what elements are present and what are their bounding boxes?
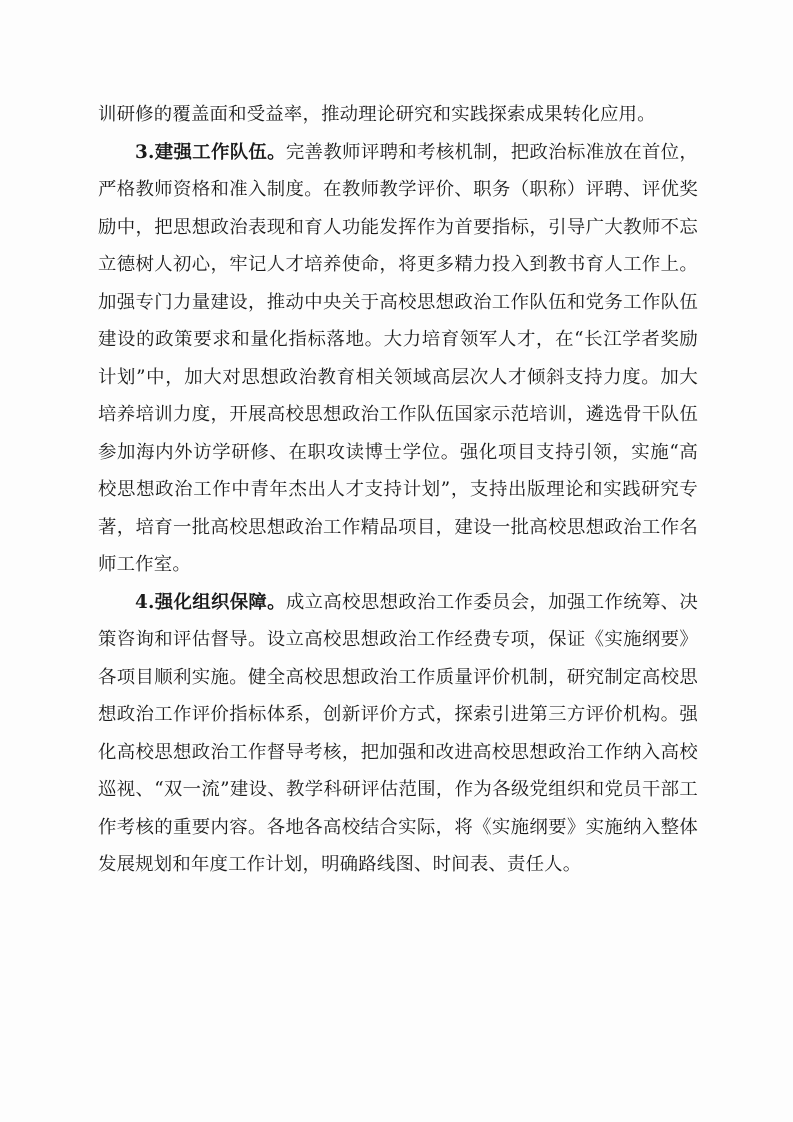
paragraph-item-3 bbox=[98, 134, 698, 584]
document-body bbox=[98, 96, 698, 884]
paragraph-lead-4: 4.强化组织保障。 bbox=[135, 591, 286, 613]
paragraph-item-4 bbox=[98, 584, 698, 884]
paragraph-text-4: 成立高校思想政治工作委员会，加强工作统筹、决策咨询和评估督导。设立高校思想政治工作经费专项，保证《实施纲要》各项目顺利实施。健全高校思想政治工作质量评价机制，研究制定高校思想政治工作评价指标体系，创新评价方式，探索引进第三方评价机构。强化高校思想政治工作督导考核，把加强和改进高校思想政治工作纳入高校巡视、“双一流”建设、教学科研评估范围，作为各级党组织和党员干部工作考核的重要内容。各地各高校结合实际，将《实施纲要》实施纳入整体发展规划和年度工作计划，明确路线图、时间表、责任人。 bbox=[98, 591, 699, 875]
paragraph-continued bbox=[98, 96, 698, 134]
paragraph-text-3: 完善教师评聘和考核机制，把政治标准放在首位，严格教师资格和准入制度。在教师教学评价、职务（职称）评聘、评优奖励中，把思想政治表现和育人功能发挥作为首要指标，引导广大教师不忘立德树人初心，牢记人才培养使命，将更多精力投入到教书育人工作上。加强专门力量建设，推动中央关于高校思想政治工作队伍和党务工作队伍建设的政策要求和量化指标落地。大力培育领军人才，在“长江学者奖励计划”中，加大对思想政治教育相关领域高层次人才倾斜支持力度。加大培养培训力度，开展高校思想政治工作队伍国家示范培训，遴选骨干队伍参加海内外访学研修、在职攻读博士学位。强化项目支持引领，实施“高校思想政治工作中青年杰出人才支持计划”，支持出版理论和实践研究专著，培育一批高校思想政治工作精品项目，建设一批高校思想政治工作名师工作室。 bbox=[98, 141, 699, 575]
paragraph-lead-3: 3.建强工作队伍。 bbox=[135, 141, 286, 163]
paragraph-text: 训研修的覆盖面和受益率，推动理论研究和实践探索成果转化应用。 bbox=[98, 104, 656, 125]
